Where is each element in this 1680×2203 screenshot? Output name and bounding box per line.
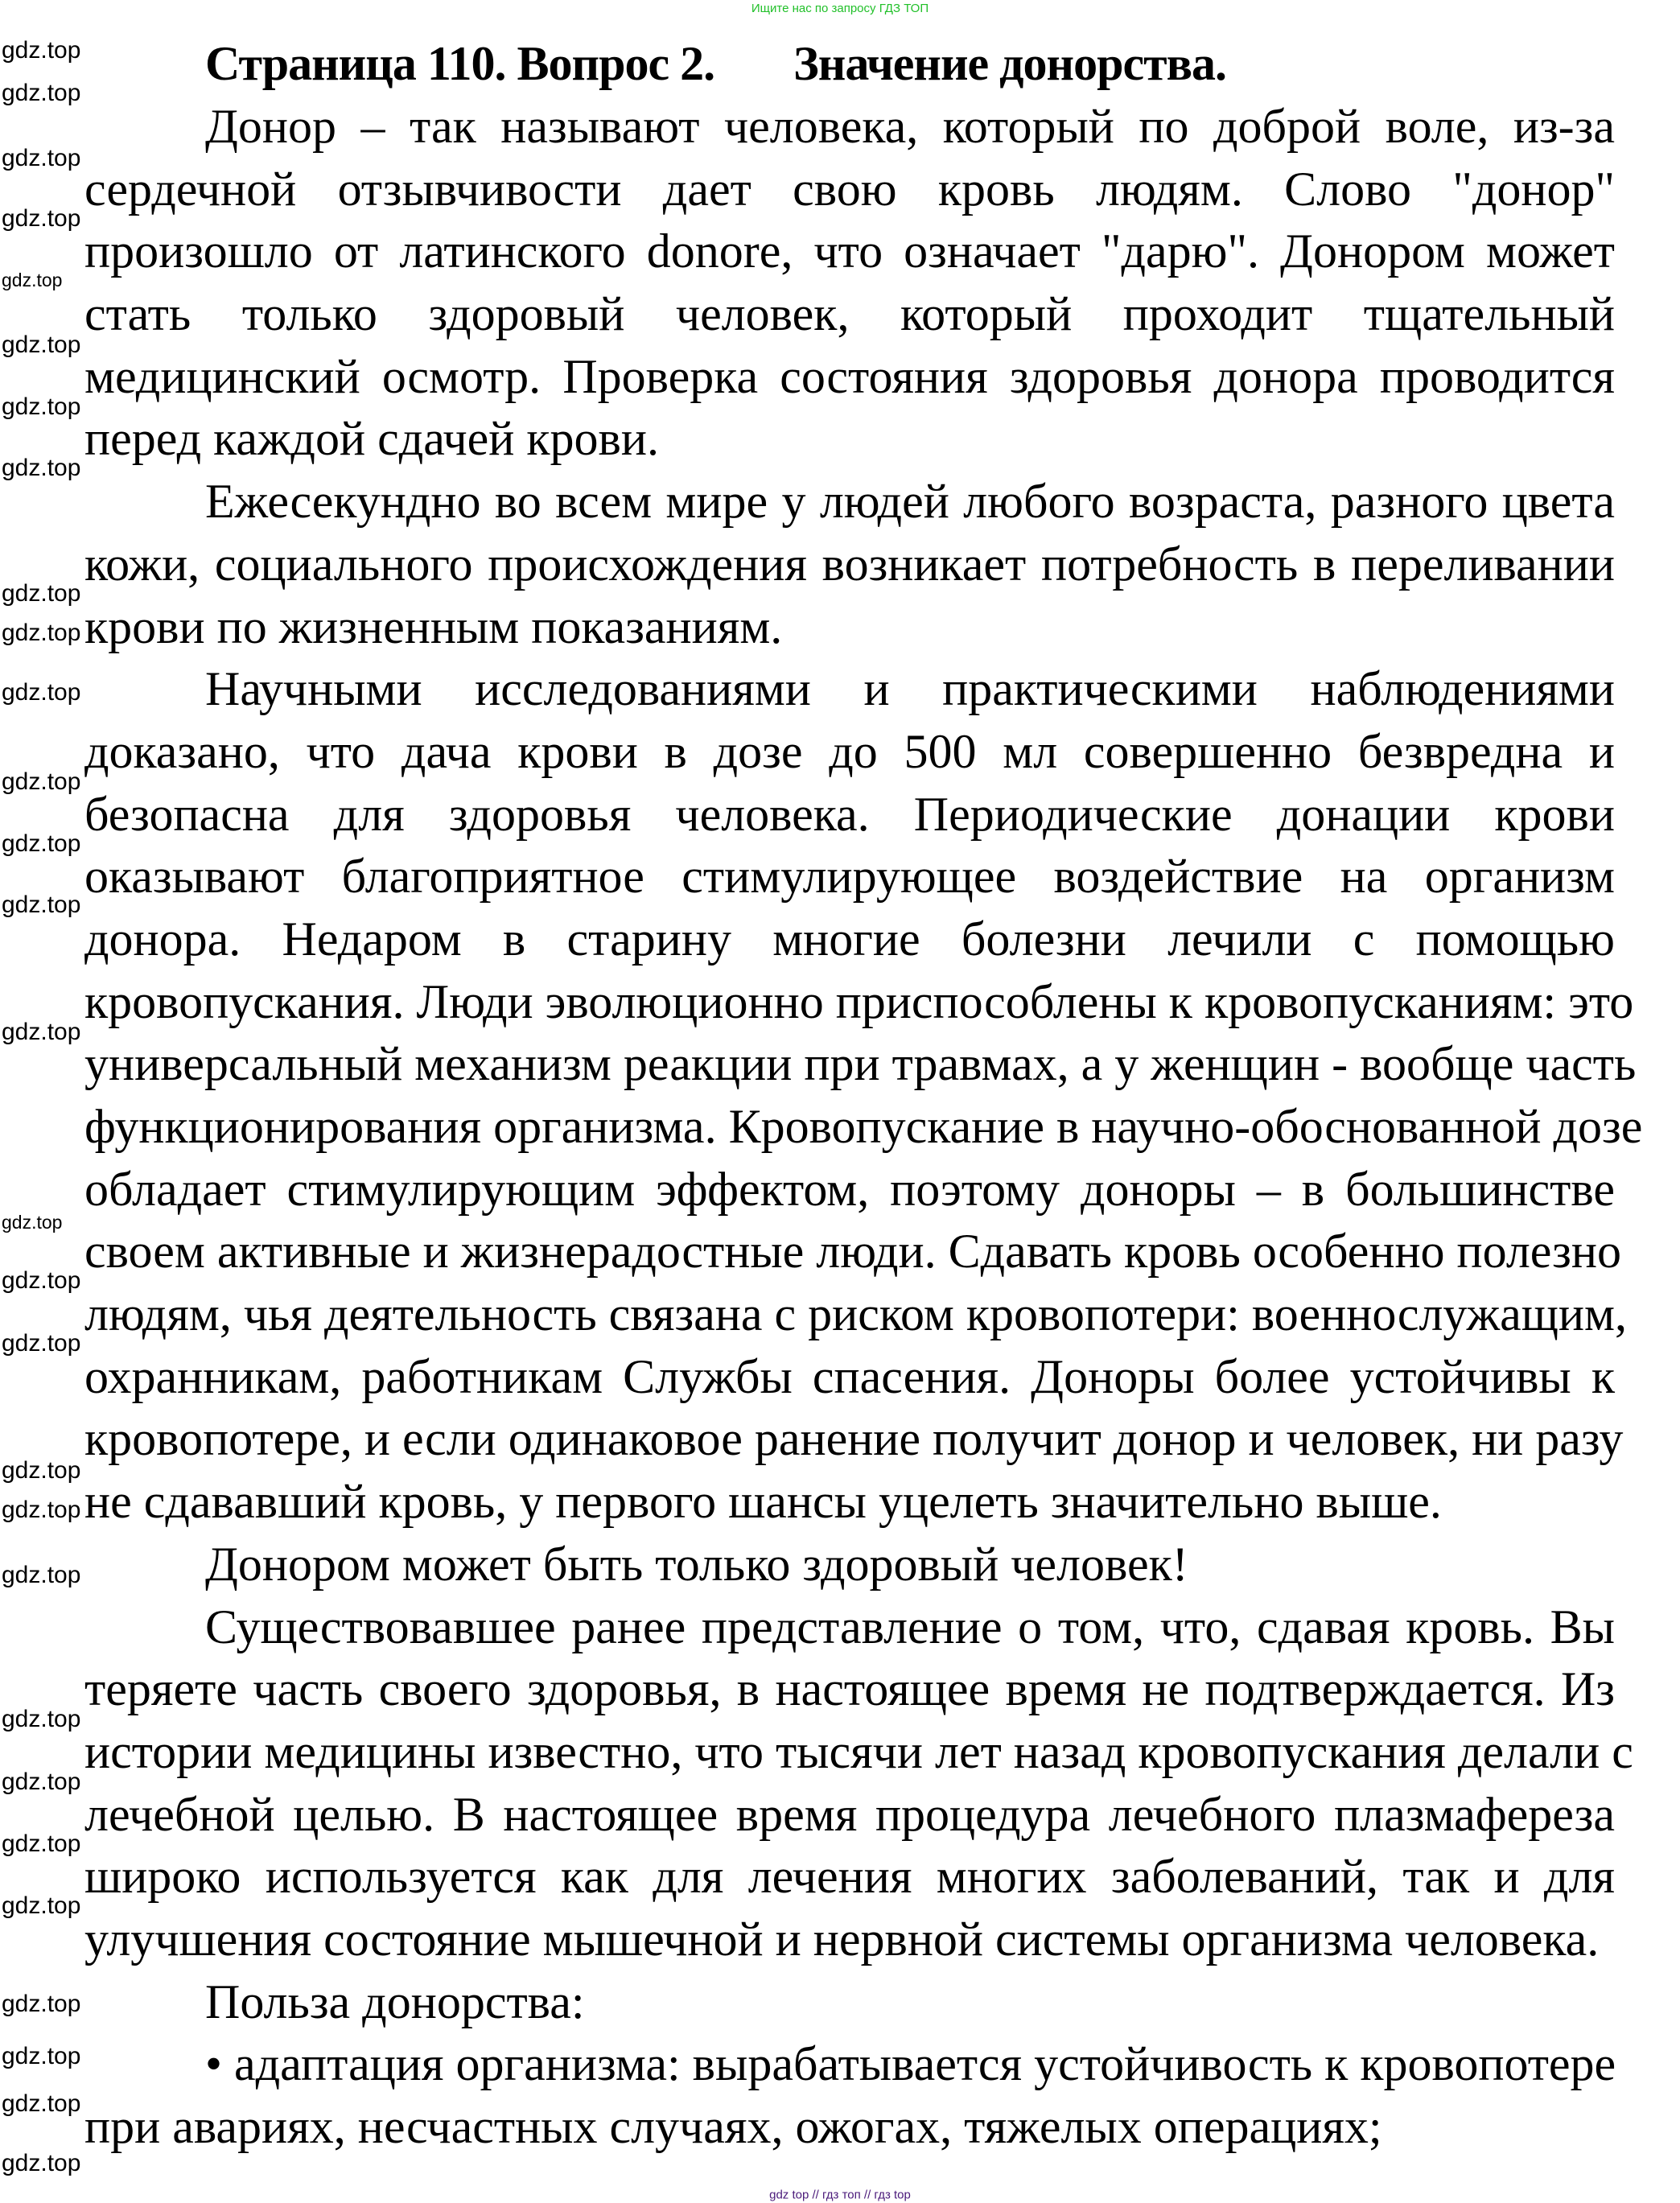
watermark: gdz.top: [2, 270, 63, 290]
watermark: gdz.top: [2, 679, 81, 706]
watermark: gdz.top: [2, 2042, 81, 2069]
text-line: стать только здоровый человек, который проходит тщательный: [84, 287, 1615, 341]
text-line: Ежесекундно во всем мире у людей любого возраста, разного цвета: [205, 475, 1615, 529]
text-line: не сдававший кровь, у первого шансы уцелеть значительно выше.: [84, 1475, 1442, 1529]
watermark: gdz.top: [2, 80, 81, 106]
text-line: доказано, что дача крови в дозе до 500 мл совершенно безвредна и: [84, 724, 1615, 778]
text-line: улучшения состояние мышечной и нервной системы организма человека.: [84, 1912, 1600, 1966]
text-line: кровопотере, и если одинаковое ранение получит донор и человек, ни разу: [84, 1412, 1624, 1466]
watermark: gdz.top: [2, 2090, 81, 2118]
text-line: функционирования организма. Кровопускание в научно-обоснованной дозе: [84, 1100, 1643, 1153]
watermark: gdz.top: [2, 1706, 81, 1733]
text-line: истории медицины известно, что тысячи лет назад кровопускания делали с: [84, 1724, 1633, 1778]
text-line: кровопускания. Люди эволюционно приспособлены к кровопусканиям: это: [84, 974, 1634, 1028]
search-banner[interactable]: Ищите нас по запросу ГДЗ ТОП: [751, 2, 929, 15]
text-line: • адаптация организма: вырабатывается устойчивость к кровопотере: [205, 2037, 1616, 2091]
watermark: gdz.top: [2, 1990, 81, 2017]
text-line: перед каждой сдачей крови.: [84, 412, 659, 466]
text-line: Польза донорства:: [205, 1974, 585, 2028]
text-line: теряете часть своего здоровья, в настоящее время не подтверждается. Из: [84, 1662, 1615, 1716]
watermark: gdz.top: [2, 1019, 81, 1046]
watermark: gdz.top: [2, 1497, 81, 1524]
text-line: безопасна для здоровья человека. Периодические донации крови: [84, 787, 1615, 841]
text-line: Существовавшее ранее представление о том, что, сдавая кровь. Вы: [205, 1600, 1615, 1653]
watermark: gdz.top: [2, 768, 81, 795]
watermark: gdz.top: [2, 891, 81, 918]
text-line: при авариях, несчастных случаях, ожогах, тяжелых операциях;: [84, 2100, 1382, 2153]
watermark: gdz.top: [2, 393, 81, 421]
text-line: Донором может быть только здоровый человек!: [205, 1537, 1188, 1591]
text-line: охранникам, работникам Службы спасения. Доноры более устойчивы к: [84, 1349, 1615, 1403]
watermark: gdz.top: [2, 2150, 81, 2177]
text-line: кожи, социального происхождения возникает потребность в переливании: [84, 537, 1615, 591]
watermark: gdz.top: [2, 830, 81, 858]
watermark: gdz.top: [2, 1329, 81, 1357]
text-line: людям, чья деятельность связана с риском кровопотери: военнослужащим,: [84, 1287, 1627, 1341]
watermark: gdz.top: [2, 1830, 81, 1857]
watermark: gdz.top: [2, 205, 81, 233]
text-line: универсальный механизм реакции при травмах, а у женщин - вообще часть: [84, 1037, 1637, 1091]
text-line: произошло от латинского donore, что означает "дарю". Донором может: [84, 224, 1615, 278]
watermark: gdz.top: [2, 1211, 63, 1233]
text-line: сердечной отзывчивости дает свою кровь людям. Слово "донор": [84, 162, 1615, 216]
document-body: [84, 96, 1643, 2159]
text-line: донора. Недаром в старину многие болезни лечили с помощью: [84, 912, 1615, 966]
text-line: лечебной целью. В настоящее время процедура лечебного плазмафереза: [84, 1787, 1615, 1841]
watermark: gdz.top: [2, 37, 81, 64]
text-line: Научными исследованиями и практическими наблюдениями: [205, 662, 1615, 716]
footer-links[interactable]: gdz top // гдз топ // гдз top: [769, 2188, 911, 2202]
watermark: gdz.top: [2, 331, 81, 358]
text-line: оказывают благоприятное стимулирующее воздействие на организм: [84, 850, 1615, 904]
watermark: gdz.top: [2, 1267, 81, 1295]
text-line: Донор – так называют человека, который по доброй воле, из-за: [205, 100, 1615, 153]
text-line: широко используется как для лечения многих заболеваний, так и для: [84, 1850, 1615, 1904]
text-line: медицинский осмотр. Проверка состояния здоровья донора проводится: [84, 349, 1615, 403]
text-line: обладает стимулирующим эффектом, поэтому доноры – в большинстве: [84, 1162, 1615, 1216]
text-line: крови по жизненным показаниям.: [84, 599, 783, 653]
watermark: gdz.top: [2, 1561, 81, 1588]
watermark: gdz.top: [2, 454, 81, 481]
watermark: gdz.top: [2, 1768, 81, 1795]
watermark: gdz.top: [2, 1456, 81, 1484]
watermark: gdz.top: [2, 620, 81, 647]
watermark: gdz.top: [2, 144, 81, 171]
watermark: gdz.top: [2, 580, 81, 607]
page-title: Страница 110. Вопрос 2. Значение донорства.: [205, 37, 1226, 90]
watermark: gdz.top: [2, 1892, 81, 1920]
text-line: своем активные и жизнерадостные люди. Сдавать кровь особенно полезно: [84, 1225, 1621, 1279]
